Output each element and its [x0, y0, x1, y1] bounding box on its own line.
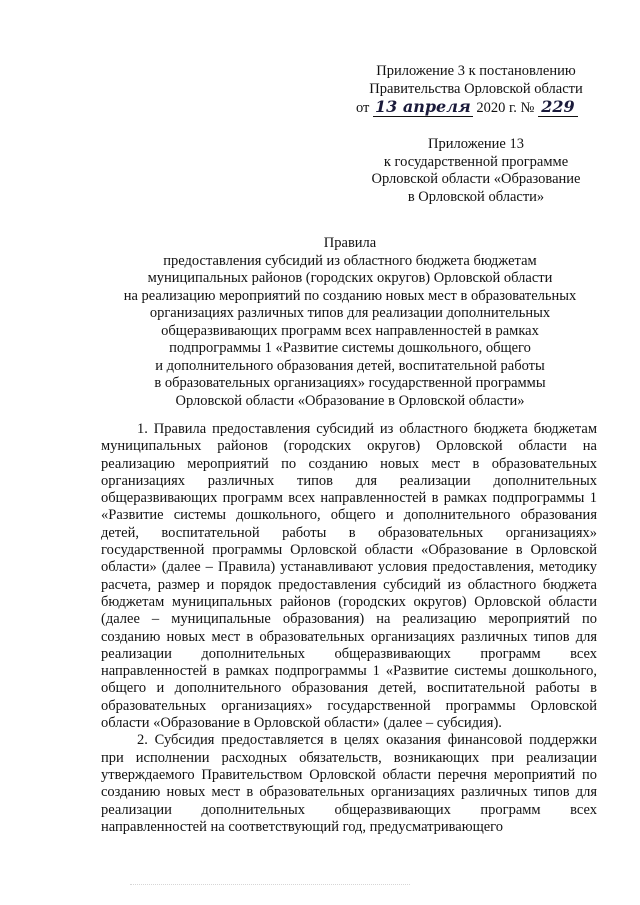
handwritten-number: 229: [538, 98, 578, 117]
appendix-line-3: Орловской области «Образование: [371, 171, 581, 187]
header-line-2: Правительства Орловской области: [369, 80, 583, 97]
appendix-line-1: Приложение 13: [428, 136, 524, 152]
title-line: муниципальных районов (городских округов) Орловской области: [147, 270, 553, 286]
document-title: [100, 235, 600, 410]
resolution-header: [356, 63, 596, 118]
document-body: [101, 421, 597, 836]
title-line: на реализацию мероприятий по созданию новых мест в образовательных: [123, 287, 577, 304]
title-line: и дополнительного образования детей, воспитательной работы: [155, 357, 545, 374]
title-line: предоставления субсидий из областного бюджета бюджетам: [163, 252, 537, 269]
date-number-line: [356, 98, 596, 118]
title-heading: Правила: [323, 235, 377, 251]
from-label: от: [356, 100, 370, 116]
handwritten-date: 13 апреля: [375, 97, 471, 116]
scan-artifact: [130, 884, 410, 891]
title-line: общеразвивающих программ всех направленностей в рамках: [161, 322, 539, 339]
year-text: 2020 г. №: [476, 100, 535, 116]
title-line: в образовательных организациях» государственной программы: [154, 375, 546, 391]
appendix-line-2: к государственной программе: [383, 153, 569, 170]
title-line: организациях различных типов для реализации дополнительных: [149, 305, 551, 321]
appendix-line-4: в Орловской области»: [407, 188, 545, 205]
header-line-1: Приложение 3 к постановлению: [376, 63, 576, 79]
paragraph-1: 1. Правила предоставления субсидий из областного бюджета бюджетам муниципальных районов (городских округов) Орловской области на реализацию мероприятий по созданию новых мест в образовательных организациях различных типов для реализации дополнительных общеразвивающих программ всех направленностей в рамках подпрограммы 1 «Развитие системы дошкольного, общего и дополнительного образования детей, воспитательной работы в образовательных организациях» государственной программы Орловской области «Образование в Орловской области» (далее – Правила) устанавливают условия предоставления, методику расчета, размер и порядок предоставления субсидий из областного бюджета бюджетам муниципальных районов (городских округов) Орловской области (далее – муниципальные образования) на реализацию мероприятий по созданию новых мест в образовательных организациях различных типов для реализации дополнительных общеразвивающих программ всех направленностей в рамках подпрограммы 1 «Развитие системы дошкольного, общего и дополнительного образования детей, воспитательной работы в образовательных организациях» государственной программы Орловской области «Образование в Орловской области» (далее – субсидия).: [101, 421, 597, 732]
appendix-header: [356, 136, 596, 206]
paragraph-2: 2. Субсидия предоставляется в целях оказания финансовой поддержки при исполнении расходных обязательств, возникающих при реализации утверждаемого Правительством Орловской области перечня мероприятий по созданию новых мест в образовательных организациях различных типов для реализации дополнительных общеразвивающих программ всех направленностей на соответствующий год, предусматривающего: [101, 732, 597, 835]
title-line: подпрограммы 1 «Развитие системы дошкольного, общего: [169, 340, 531, 356]
title-line: Орловской области «Образование в Орловской области»: [175, 392, 525, 409]
